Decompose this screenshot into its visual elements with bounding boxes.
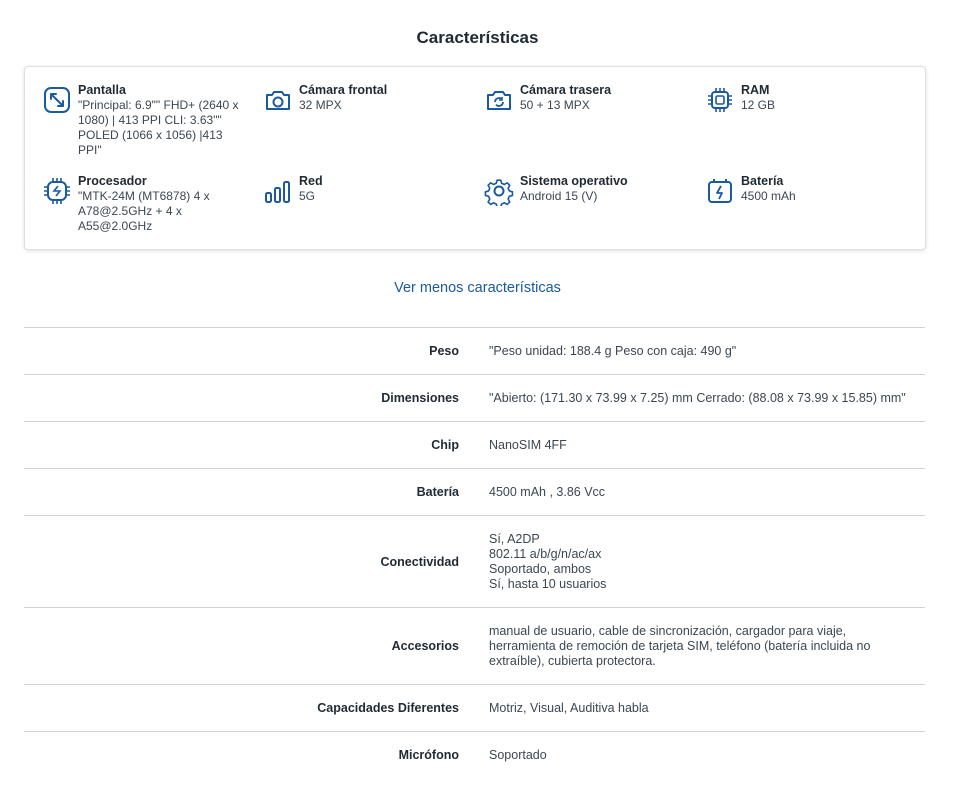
feature-value: 4500 mAh: [741, 189, 796, 203]
features-card: [24, 66, 926, 250]
feature-camara-trasera: [484, 83, 684, 113]
camera-icon: [263, 85, 293, 115]
spec-value-line: Sí, A2DP: [489, 531, 540, 546]
table-row: [24, 375, 925, 422]
spec-value-line: 802.11 a/b/g/n/ac/ax: [489, 546, 602, 561]
gear-icon: [484, 176, 514, 206]
feature-value: 5G: [299, 189, 316, 203]
specs-table: [24, 327, 925, 779]
toggle-features-link[interactable]: Ver menos características: [394, 280, 561, 296]
feature-label: RAM: [741, 83, 770, 97]
spec-key: Conectividad: [24, 516, 489, 608]
spec-value-line: Sí, hasta 10 usuarios: [489, 576, 607, 591]
feature-sistema-operativo: [484, 174, 684, 204]
feature-label: Cámara frontal: [299, 83, 388, 97]
feature-bateria: [705, 174, 905, 204]
feature-value: Android 15 (V): [520, 189, 598, 203]
feature-value: "Principal: 6.9"" FHD+ (2640 x 1080) | 413 PPI CLI: 3.63"" POLED (1066 x 1056) |413 PPI": [78, 98, 239, 157]
section-title: Características: [416, 28, 539, 47]
table-row: [24, 732, 925, 779]
table-row: [24, 516, 925, 608]
spec-key: Accesorios: [24, 608, 489, 685]
spec-value-line: extraíble), cubierta protectora.: [489, 653, 656, 668]
feature-label: Red: [299, 174, 323, 188]
signal-icon: [263, 176, 293, 206]
spec-value: 4500 mAh , 3.86 Vcc: [489, 484, 606, 499]
spec-key: Chip: [24, 422, 489, 469]
spec-key: Dimensiones: [24, 375, 489, 422]
feature-red: [263, 174, 463, 204]
spec-value: "Abierto: (171.30 x 73.99 x 7.25) mm Cerrado: (88.08 x 73.99 x 15.85) mm": [489, 390, 906, 405]
feature-label: Sistema operativo: [520, 174, 628, 188]
feature-camara-frontal: [263, 83, 463, 113]
feature-value: 12 GB: [741, 98, 776, 112]
camera-rotate-icon: [484, 85, 514, 115]
chip-icon: [705, 85, 735, 115]
table-row: [24, 469, 925, 516]
feature-label: Batería: [741, 174, 784, 188]
feature-label: Pantalla: [78, 83, 126, 97]
spec-value: NanoSIM 4FF: [489, 437, 567, 452]
feature-label: Cámara trasera: [520, 83, 612, 97]
table-row: [24, 422, 925, 469]
feature-value: "MTK-24M (MT6878) 4 x A78@2.5GHz + 4 x A55@2.0GHz: [78, 189, 210, 233]
table-row: [24, 328, 925, 375]
screen-icon: [42, 85, 72, 115]
processor-icon: [42, 176, 72, 206]
spec-value: Motriz, Visual, Auditiva habla: [489, 700, 649, 715]
spec-key: Peso: [24, 328, 489, 375]
feature-ram: [705, 83, 905, 113]
spec-key: Micrófono: [24, 732, 489, 779]
spec-value: "Peso unidad: 188.4 g Peso con caja: 490 g": [489, 343, 737, 358]
spec-value: Soportado: [489, 747, 547, 762]
spec-key: Batería: [24, 469, 489, 516]
feature-label: Procesador: [78, 174, 147, 188]
feature-value: 50 + 13 MPX: [520, 98, 590, 112]
spec-key: Capacidades Diferentes: [24, 685, 489, 732]
spec-value-line: manual de usuario, cable de sincronización, cargador para viaje,: [489, 623, 847, 638]
spec-value-line: herramienta de remoción de tarjeta SIM, teléfono (batería incluida no: [489, 638, 871, 653]
feature-value: 32 MPX: [299, 98, 342, 112]
feature-procesador: [42, 174, 242, 234]
feature-pantalla: [42, 83, 242, 158]
spec-value-line: Soportado, ambos: [489, 561, 592, 576]
table-row: [24, 608, 925, 685]
table-row: [24, 685, 925, 732]
battery-icon: [705, 176, 735, 206]
